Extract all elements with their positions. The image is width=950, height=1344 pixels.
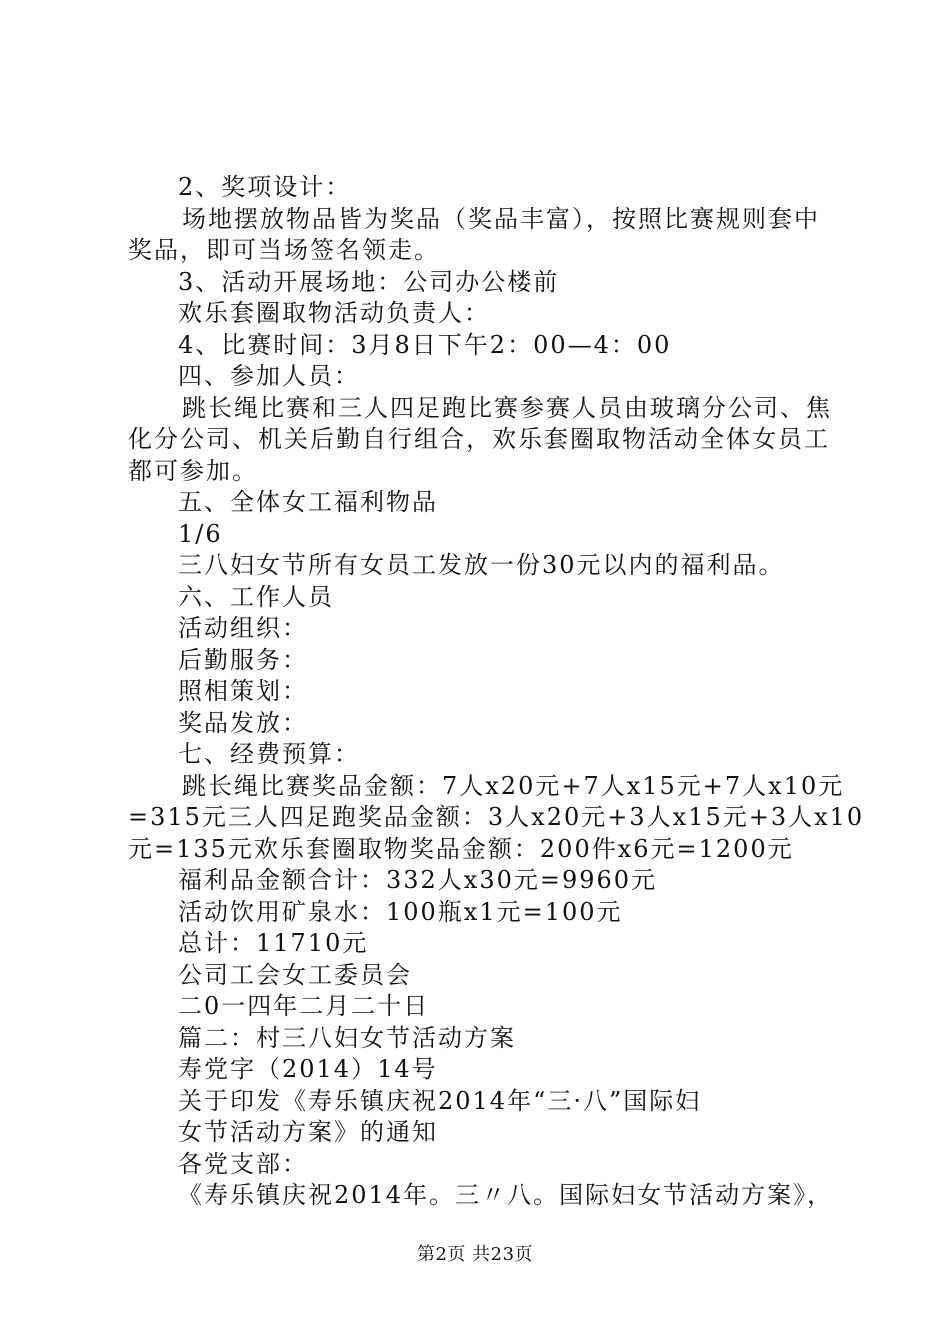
text-line: 跳长绳比赛奖品金额：7人x20元+7人x15元+7人x10元: [182, 771, 845, 800]
text-line: 化分公司、机关后勤自行组合，欢乐套圈取物活动全体女员工: [128, 425, 830, 453]
text-line: 元=135元欢乐套圈取物奖品金额：200件x6元=1200元: [128, 834, 794, 863]
text-line: 2、奖项设计：: [178, 173, 352, 201]
text-line: 活动饮用矿泉水：100瓶x1元=100元: [178, 897, 623, 926]
text-line: 七、经费预算：: [178, 740, 360, 768]
text-line: 3、活动开展场地：公司办公楼前: [178, 267, 560, 296]
text-line: 各党支部：: [178, 1149, 308, 1178]
document-body: [0, 172, 950, 1212]
text-line: 《寿乐镇庆祝2014年。三〃八。国际妇女节活动方案》，: [178, 1181, 834, 1209]
text-line: 关于印发《寿乐镇庆祝2014年“三·八”国际妇: [178, 1086, 702, 1115]
text-line: 公司工会女工委员会: [178, 960, 412, 989]
text-line: 六、工作人员: [178, 582, 334, 611]
text-line: 4、比赛时间：3月8日下午2：00—4：00: [178, 330, 672, 359]
text-line: 1/6: [178, 519, 223, 548]
text-line: 活动组织：: [178, 614, 308, 642]
text-line: 篇二：村三八妇女节活动方案: [178, 1023, 516, 1052]
text-line: =315元三人四足跑奖品金额：3人x20元+3人x15元+3人x10: [128, 803, 865, 831]
text-line: 二0一四年二月二十日: [178, 992, 430, 1020]
text-line: 三八妇女节所有女员工发放一份30元以内的福利品。: [178, 551, 785, 579]
text-line: 奖品，即可当场签名领走。: [128, 236, 440, 264]
text-line: 五、全体女工福利物品: [178, 488, 438, 516]
text-line: 女节活动方案》的通知: [178, 1118, 438, 1146]
text-line: 福利品金额合计：332人x30元=9960元: [178, 866, 658, 894]
text-line: 后勤服务：: [178, 645, 308, 674]
text-line: 场地摆放物品皆为奖品（奖品丰富），按照比赛规则套中: [182, 204, 820, 233]
text-line: 欢乐套圈取物活动负责人：: [178, 299, 490, 327]
text-line: 总计：11710元: [178, 929, 369, 957]
text-line: 都可参加。: [128, 456, 258, 485]
text-line: 跳长绳比赛和三人四足跑比赛参赛人员由玻璃分公司、焦: [182, 393, 832, 422]
text-line: 奖品发放：: [178, 708, 308, 737]
text-line: 照相策划：: [178, 677, 308, 705]
text-line: 寿党字（2014）14号: [178, 1055, 438, 1083]
page-footer: 第2页 共23页: [416, 1244, 534, 1265]
text-line: 四、参加人员：: [178, 362, 360, 390]
